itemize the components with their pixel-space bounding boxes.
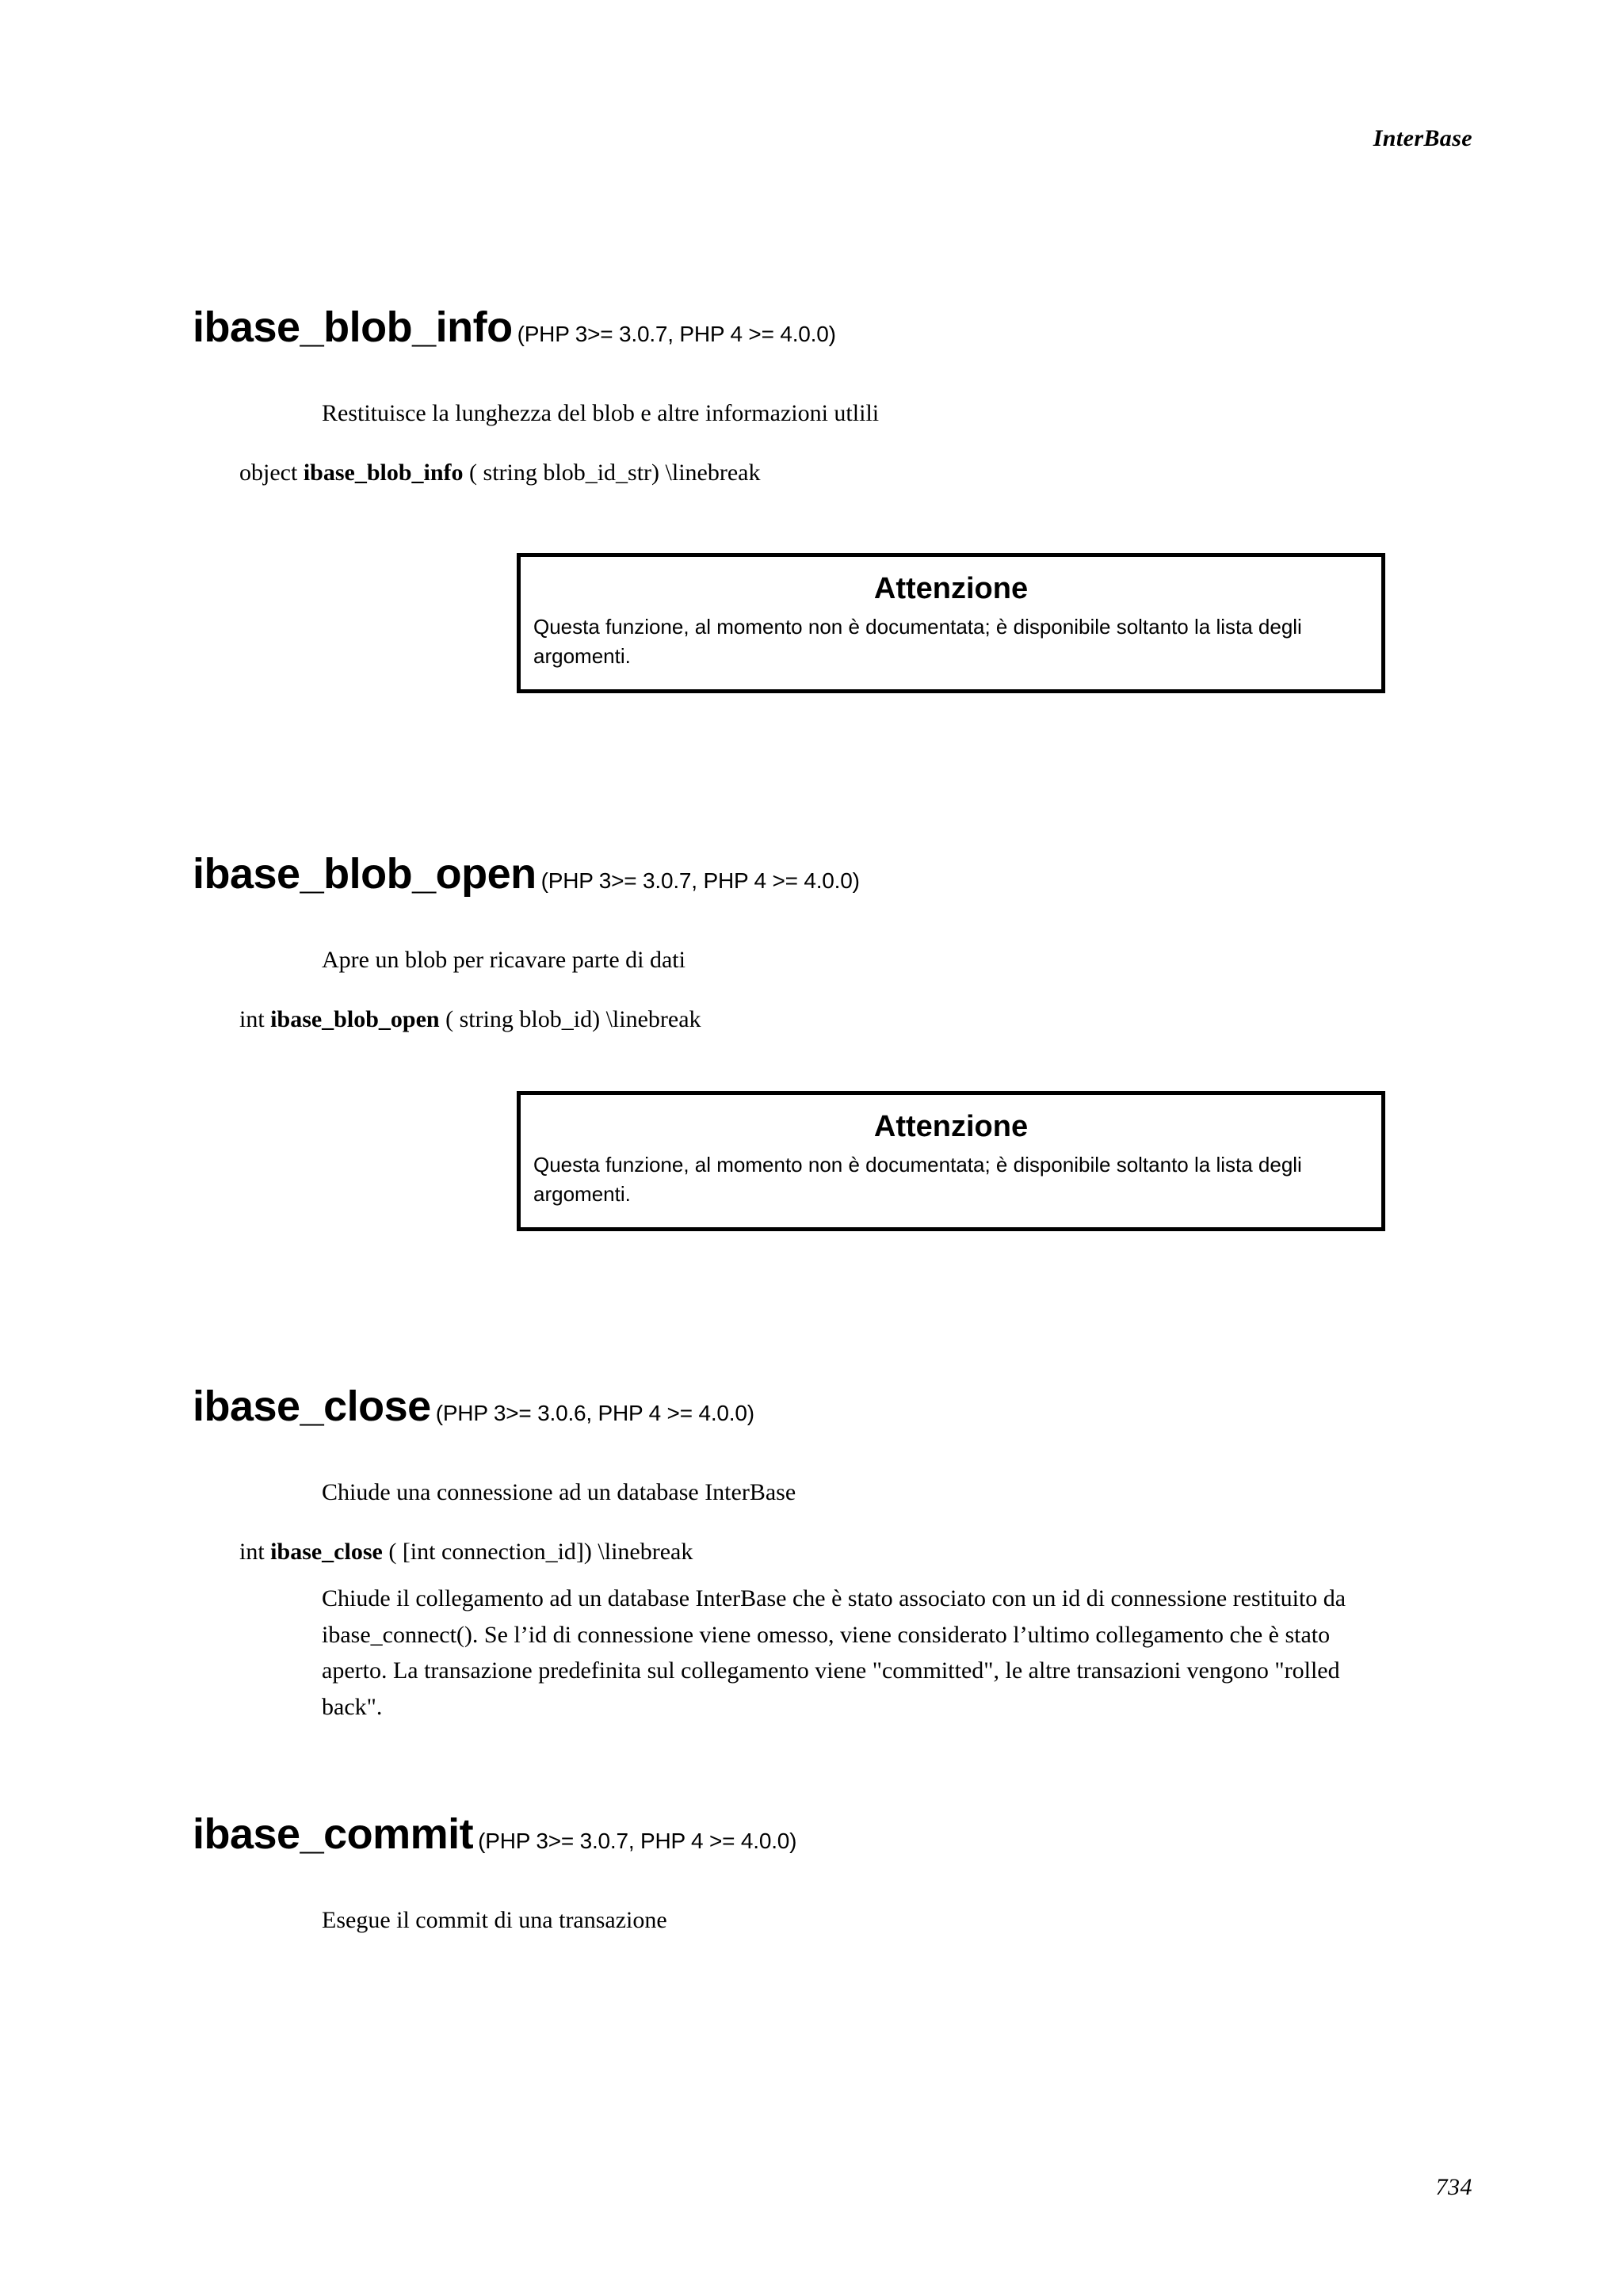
signature-function-name: ibase_blob_info bbox=[303, 459, 464, 486]
warning-box bbox=[517, 1091, 1385, 1231]
signature-return-type: object bbox=[239, 459, 304, 486]
warning-box bbox=[517, 553, 1385, 693]
warning-text: Questa funzione, al momento non è documentata; è disponibile soltanto la lista degli argomenti. bbox=[533, 1152, 1302, 1207]
function-section-ibase-blob-open bbox=[0, 852, 1623, 1035]
function-versions: (PHP 3>= 3.0.6, PHP 4 >= 4.0.0) bbox=[435, 1401, 754, 1425]
signature-function-name: ibase_blob_open bbox=[270, 1005, 440, 1032]
function-versions: (PHP 3>= 3.0.7, PHP 4 >= 4.0.0) bbox=[540, 868, 860, 893]
function-purpose: Restituisce la lunghezza del blob e altre informazioni utlili bbox=[322, 400, 880, 426]
function-purpose: Esegue il commit di una transazione bbox=[322, 1907, 667, 1933]
page-number: 734 bbox=[1435, 2174, 1472, 2200]
function-signature bbox=[0, 1536, 1623, 1569]
function-heading bbox=[0, 850, 1623, 898]
function-purpose: Chiude una connessione ad un database InterBase bbox=[322, 1479, 796, 1505]
function-name: ibase_commit bbox=[193, 1810, 474, 1858]
function-heading bbox=[0, 1810, 1623, 1858]
function-name: ibase_blob_info bbox=[193, 303, 513, 351]
signature-arguments: ( [int connection_id]) \linebreak bbox=[382, 1538, 693, 1565]
function-purpose: Apre un blob per ricavare parte di dati bbox=[322, 947, 685, 973]
function-description: Chiude il collegamento ad un database InterBase che è stato associato con un id di connessione restituito da ibase_connect(). Se l’id di connessione viene omesso, viene considerato l’ultimo collegamento che è stato aperto. La transazione predefinita sul collegamento viene "committed", le altre transazioni vengono "rolled back". bbox=[322, 1585, 1346, 1720]
function-signature bbox=[0, 1004, 1623, 1036]
function-signature bbox=[0, 457, 1623, 490]
function-versions: (PHP 3>= 3.0.7, PHP 4 >= 4.0.0) bbox=[517, 322, 836, 346]
function-name: ibase_blob_open bbox=[193, 850, 537, 898]
warning-title: Attenzione bbox=[873, 572, 1029, 605]
warning-title: Attenzione bbox=[873, 1110, 1029, 1143]
signature-return-type: int bbox=[239, 1005, 271, 1032]
function-heading bbox=[0, 303, 1623, 351]
function-section-ibase-blob-info bbox=[0, 303, 1623, 489]
function-name: ibase_close bbox=[193, 1383, 431, 1430]
function-heading bbox=[0, 1385, 1623, 1428]
signature-function-name: ibase_close bbox=[270, 1538, 383, 1565]
function-section-ibase-close bbox=[0, 1385, 1623, 1725]
signature-arguments: ( string blob_id_str) \linebreak bbox=[463, 459, 761, 486]
signature-arguments: ( string blob_id) \linebreak bbox=[439, 1005, 701, 1032]
function-section-ibase-commit bbox=[0, 1810, 1623, 1937]
function-versions: (PHP 3>= 3.0.7, PHP 4 >= 4.0.0) bbox=[478, 1829, 797, 1853]
running-head: InterBase bbox=[1373, 125, 1472, 151]
warning-text: Questa funzione, al momento non è documentata; è disponibile soltanto la lista degli argomenti. bbox=[533, 614, 1302, 669]
signature-return-type: int bbox=[239, 1538, 271, 1565]
